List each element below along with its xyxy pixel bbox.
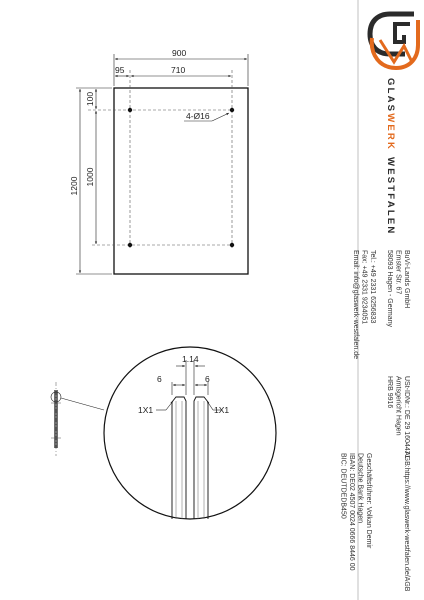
dim-left-thickness: 6 [157, 374, 162, 384]
hole-top-right [230, 108, 234, 112]
hole-bottom-right [230, 243, 234, 247]
contact-address [352, 250, 410, 359]
glass-panel-outline [114, 88, 248, 274]
contact-managing-director: Geschäftsführer: Volkan Demir [365, 453, 372, 549]
contact-tel: Tel.: +49 2331 6256833 [369, 250, 376, 324]
contact-street: Emster Str. 67 [394, 250, 402, 295]
hole-callout-label: 4-Ø16 [186, 111, 210, 121]
glass-edge-profile [172, 397, 208, 519]
mounting-holes [128, 108, 234, 247]
dim-overall-width: 900 [172, 48, 187, 58]
dim-top-margin: 100 [85, 91, 95, 107]
dim-gap: 1.14 [182, 354, 199, 364]
dim-hole-spacing-x: 710 [171, 65, 186, 75]
contact-email[interactable]: Email: info@glaswerk-westfalen.de [352, 250, 359, 360]
agb-link[interactable]: AGB:https://www.glaswerk-westfalen.de/AGB [403, 451, 410, 592]
contact-company: BuVi-Lands GmbH [403, 250, 410, 309]
dim-hole-spacing-y: 1000 [85, 167, 95, 187]
brand-word-westfalen: WESTFALEN [385, 157, 396, 236]
hole-top-left [128, 108, 132, 112]
dim-right-thickness: 6 [205, 374, 210, 384]
detail-circle [104, 347, 276, 519]
contact-vat-id: USt-IDNr.: DE 29 1604471 [403, 376, 410, 459]
detail-view [104, 347, 276, 519]
company-logo [370, 14, 418, 68]
hole-bottom-left [128, 243, 132, 247]
contact-city: 58093 Hagen - Germany [386, 250, 393, 328]
hole-callout-leader [212, 113, 229, 121]
title-block [340, 0, 419, 600]
contact-court: Amtsgericht Hagen [394, 376, 402, 436]
svg-text:GLASWERKWESTFALEN [385, 78, 396, 235]
chamfer-label-left: 1X1 [138, 405, 154, 415]
agb-link-group [403, 451, 410, 592]
dim-left-margin: 95 [115, 65, 125, 75]
brand-word-glas: GLAS [385, 78, 396, 114]
brand-word-werk: WERK [385, 113, 396, 152]
contact-bank [340, 453, 373, 571]
dim-overall-height: 1200 [69, 176, 79, 196]
contact-hrb: HRB 9916 [386, 376, 393, 409]
contact-registration [386, 376, 410, 459]
detail-leader-line [61, 398, 104, 410]
hole-centerlines [88, 70, 234, 248]
front-view [69, 48, 248, 274]
brand-wordmark [385, 78, 396, 235]
chamfer-label-right: 1X1 [214, 405, 230, 415]
side-view [51, 382, 104, 456]
contact-fax: Fax: +49 2331 9234051 [360, 250, 368, 325]
contact-bic: BIC: DEUTDEDB450 [339, 453, 347, 519]
contact-bank-name: Deutsche Bank Hagen [356, 453, 364, 524]
contact-iban: IBAN: DE02 4507 0024 0666 8446 00 [348, 453, 355, 571]
